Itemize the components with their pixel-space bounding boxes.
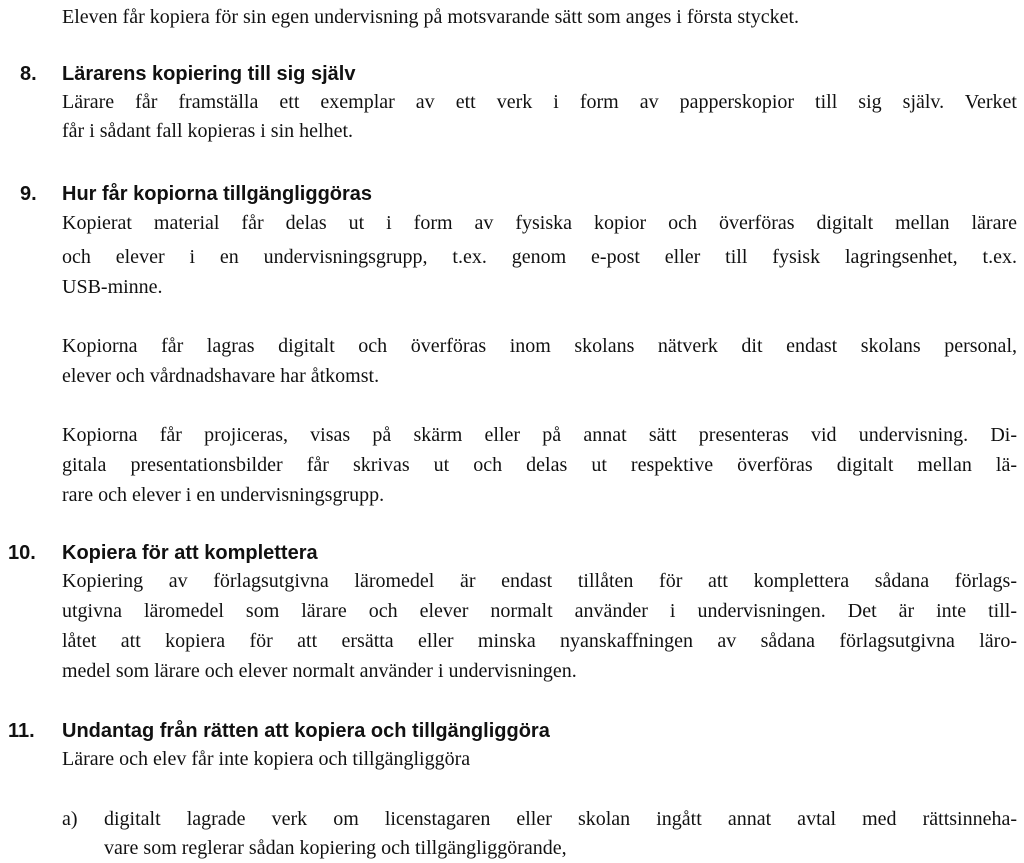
list-item-text-line: vare som reglerar sådan kopiering och tillgängliggörande,: [104, 837, 567, 859]
body-text-line: Lärare och elev får inte kopiera och tillgängliggöra: [62, 748, 471, 770]
body-text-line: låtet att kopiera för att ersätta eller minska nyanskaffningen av sådana förlagsutgivna läro-: [62, 630, 1017, 652]
section-number-11: 11.: [8, 720, 35, 742]
body-text-line: Eleven får kopiera för sin egen undervisning på motsvarande sätt som anges i första stycket.: [62, 6, 800, 28]
body-text-line: rare och elever i en undervisningsgrupp.: [62, 484, 385, 506]
section-number-10: 10.: [8, 542, 36, 564]
section-heading-10: Kopiera för att komplettera: [62, 542, 318, 564]
body-text-line: USB-minne.: [62, 276, 163, 298]
list-item-text-line: digitalt lagrade verk om licenstagaren eller skolan ingått annat avtal med rättsinneha-: [104, 808, 1017, 830]
list-item-label: a): [62, 808, 78, 830]
body-text-line: Kopierat material får delas ut i form av fysiska kopior och överföras digitalt mellan lärare: [62, 212, 1017, 234]
body-text-line: och elever i en undervisningsgrupp, t.ex. genom e-post eller till fysisk lagringsenhet, t.ex.: [62, 246, 1017, 268]
body-text-line: får i sådant fall kopieras i sin helhet.: [62, 120, 354, 142]
body-text-line: Kopiorna får projiceras, visas på skärm eller på annat sätt presenteras vid undervisning. Di-: [62, 424, 1017, 446]
body-text-line: Lärare får framställa ett exemplar av ett verk i form av papperskopior till sig själv. Verket: [62, 91, 1017, 113]
body-text-line: Kopiering av förlagsutgivna läromedel är endast tillåten för att komplettera sådana förlags-: [62, 570, 1017, 592]
body-text-line: medel som lärare och elever normalt använder i undervisningen.: [62, 660, 577, 682]
section-number-9: 9.: [20, 183, 37, 205]
body-text-line: elever och vårdnadshavare har åtkomst.: [62, 365, 380, 387]
body-text-line: gitala presentationsbilder får skrivas ut och delas ut respektive överföras digitalt mellan lä-: [62, 454, 1017, 476]
body-text-line: utgivna läromedel som lärare och elever normalt använder i undervisningen. Det är inte till-: [62, 600, 1017, 622]
body-text-line: Kopiorna får lagras digitalt och överföras inom skolans nätverk dit endast skolans personal,: [62, 335, 1017, 357]
section-heading-9: Hur får kopiorna tillgängliggöras: [62, 183, 373, 205]
section-number-8: 8.: [20, 63, 37, 85]
section-heading-11: Undantag från rätten att kopiera och tillgängliggöra: [62, 720, 550, 742]
section-heading-8: Lärarens kopiering till sig själv: [62, 63, 356, 85]
